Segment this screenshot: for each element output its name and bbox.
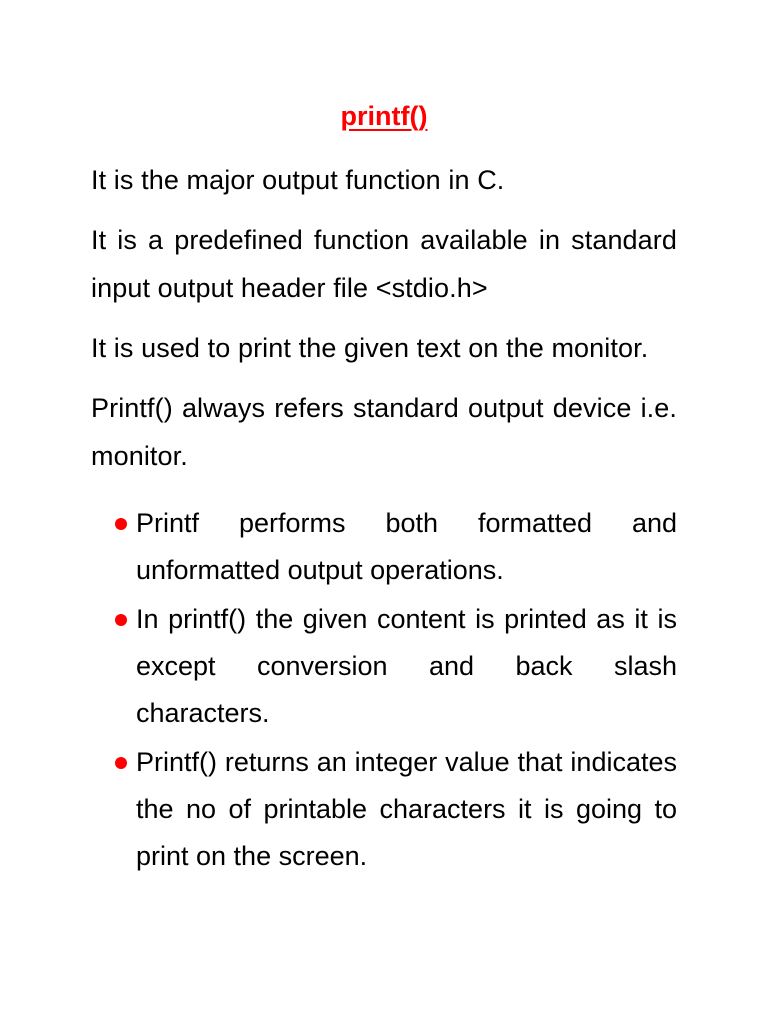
paragraph: It is used to print the given text on the monitor. — [91, 333, 649, 363]
list-item — [91, 596, 677, 737]
list-item — [91, 739, 677, 880]
paragraph: It is a predefined function available in standard input output header file <stdio.h> — [91, 225, 677, 303]
list-item-text: In printf() the given content is printed as it is except conversion and back slash characters. — [136, 604, 677, 728]
document-body — [91, 96, 677, 882]
list-item — [91, 500, 677, 594]
list-item-text: Printf performs both formatted and unformatted output operations. — [136, 508, 677, 585]
paragraph: Printf() always refers standard output device i.e. monitor. — [91, 393, 677, 471]
bullet-icon — [115, 757, 127, 769]
bullet-icon — [115, 518, 127, 530]
bullet-list — [91, 500, 677, 880]
paragraph: It is the major output function in C. — [91, 165, 505, 195]
bullet-icon — [115, 614, 127, 626]
document-title: printf() — [340, 101, 428, 131]
list-item-text: Printf() returns an integer value that indicates the no of printable characters it is going to print on the screen. — [136, 747, 677, 871]
